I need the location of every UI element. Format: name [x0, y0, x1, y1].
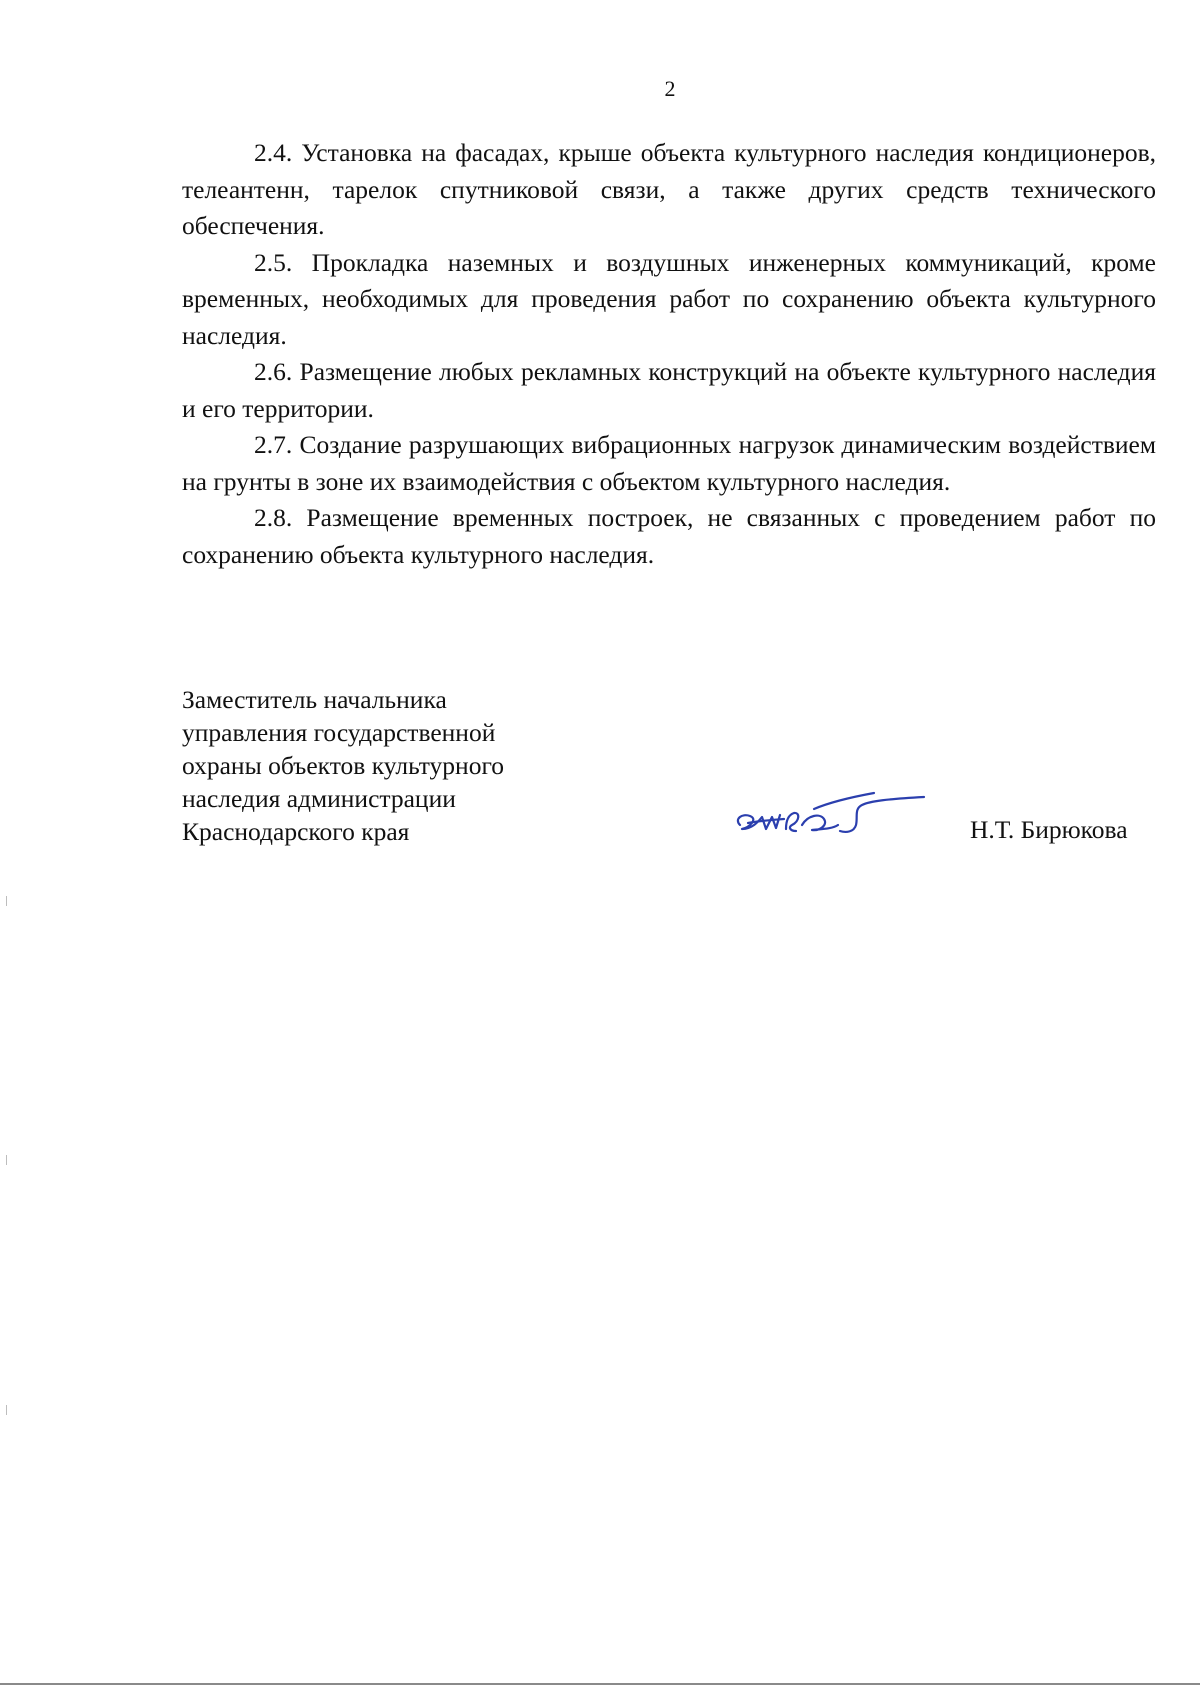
- signatory-title-line: Краснодарского края: [182, 817, 410, 846]
- clause-2-4: 2.4. Установка на фасадах, крыше объекта культурного наследия кондиционеров, телеантенн, тарелок спутниковой связи, а также других средств технического обеспечения.: [182, 138, 1156, 240]
- signatory-title-line: управления государственной: [182, 718, 496, 747]
- scan-margin-mark: [6, 1405, 7, 1415]
- clause-2-8: 2.8. Размещение временных построек, не связанных с проведением работ по сохранению объекта культурного наследия.: [182, 503, 1156, 569]
- scan-margin-mark: [6, 1155, 7, 1165]
- signatory-title-line: наследия администрации: [182, 784, 456, 813]
- signatory-title: [182, 683, 504, 848]
- signatory-title-line: охраны объектов культурного: [182, 751, 505, 780]
- scan-margin-mark: [6, 896, 7, 906]
- handwritten-signature: [728, 785, 928, 847]
- document-body: [182, 135, 1156, 573]
- signatory-title-line: Заместитель начальника: [182, 685, 447, 714]
- scan-bottom-edge: [0, 1683, 1200, 1685]
- page-number: 2: [664, 76, 676, 101]
- clause-2-5: 2.5. Прокладка наземных и воздушных инженерных коммуникаций, кроме временных, необходимых для проведения работ по сохранению объекта культурного наследия.: [182, 247, 1156, 350]
- clause-2-7: 2.7. Создание разрушающих вибрационных нагрузок динамическим воздействием на грунты в зоне их взаимодействия с объектом культурного наследия.: [182, 430, 1156, 496]
- clause-2-6: 2.6. Размещение любых рекламных конструкций на объекте культурного наследия и его территории.: [182, 357, 1156, 423]
- signatory-name: Н.Т. Бирюкова: [970, 815, 1128, 844]
